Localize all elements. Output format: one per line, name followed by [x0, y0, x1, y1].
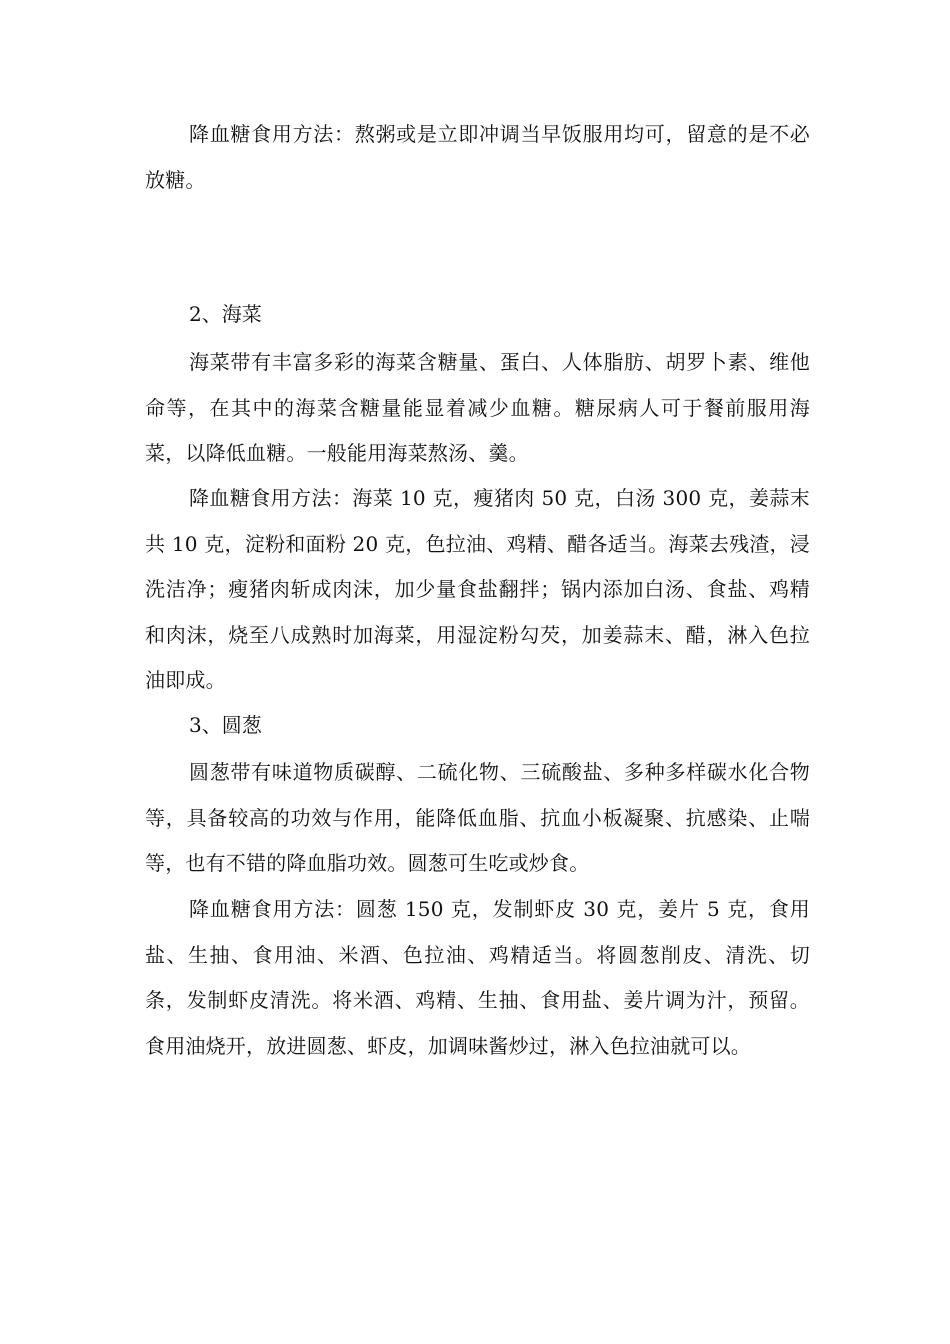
onion-description-paragraph: 圆葱带有味道物质碳醇、二硫化物、三硫酸盐、多种多样碳水化合物等，具备较高的功效与作用，能降低血脂、抗血小板凝聚、抗感染、止喘等，也有不错的降血脂功效。圆葱可生吃或炒食。 [145, 760, 810, 875]
onion-method-paragraph: 降血糖食用方法：圆葱 150 克，发制虾皮 30 克，姜片 5 克，食用盐、生抽、食用油、米酒、色拉油、鸡精适当。将圆葱削皮、清洗、切条，发制虾皮清洗。将米酒、鸡精、生抽、食用盐、姜片调为汁，预留。食用油烧开，放进圆葱、虾皮，加调味酱炒过，淋入色拉油就可以。 [145, 897, 810, 1058]
seaweed-method-paragraph: 降血糖食用方法：海菜 10 克，瘦猪肉 50 克，白汤 300 克，姜蒜末共 10 克，淀粉和面粉 20 克，色拉油、鸡精、醋各适当。海菜去残渣，浸洗洁净；瘦猪肉斩成肉沫，加少量食盐翻拌；锅内添加白汤、食盐、鸡精和肉沫，烧至八成熟时加海菜，用湿淀粉勾芡，加姜蒜末、醋，淋入色拉油即成。 [145, 486, 810, 692]
intro-paragraph: 降血糖食用方法：熬粥或是立即冲调当早饭服用均可，留意的是不必放糖。 [145, 122, 810, 192]
section-heading-onion: 3、圆葱 [189, 713, 262, 737]
seaweed-description-paragraph: 海菜带有丰富多彩的海菜含糖量、蛋白、人体脂肪、胡罗卜素、维他命等，在其中的海菜含糖量能显着减少血糖。糖尿病人可于餐前服用海菜，以降低血糖。一般能用海菜熬汤、羹。 [145, 350, 810, 465]
section-heading-seaweed: 2、海菜 [189, 302, 262, 326]
